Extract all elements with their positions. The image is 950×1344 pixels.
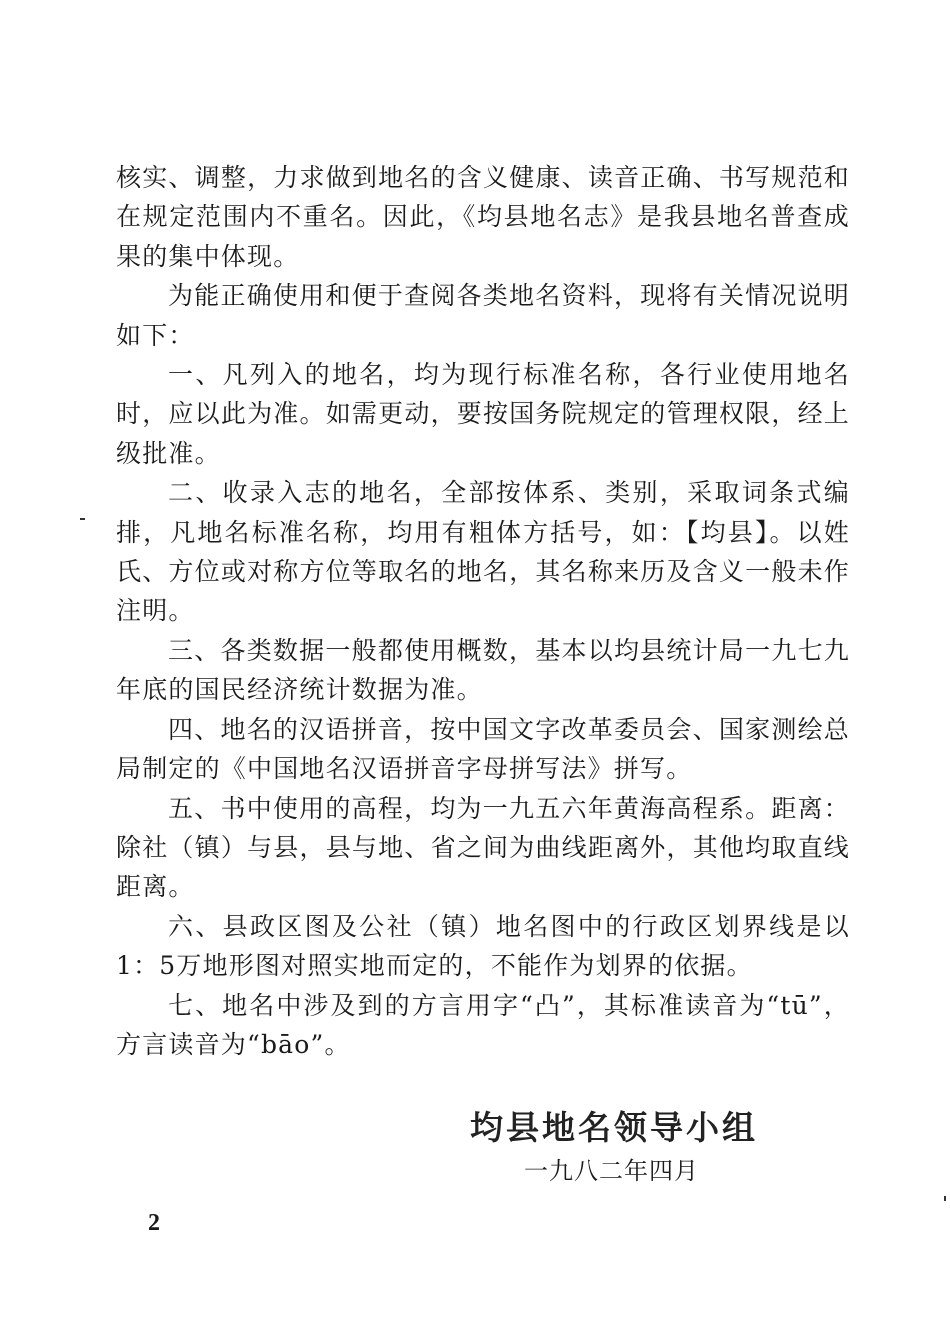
paragraph-item-1: 一、凡列入的地名，均为现行标准名称，各行业使用地名时，应以此为准。如需更动，要按国务院规定的管理权限，经上级批准。 — [116, 360, 850, 468]
paragraph-item-2: 二、收录入志的地名，全部按体系、类别，采取词条式编排，凡地名标准名称，均用有粗体方括号，如：【均县】。以姓氏、方位或对称方位等取名的地名，其名称来历及含义一般未作注明。 — [116, 478, 850, 626]
paragraph-item-7: 七、地名中涉及到的方言用字“凸”，其标准读音为“tū”，方言读音为“bāo”。 — [116, 990, 850, 1059]
paragraph-item-4: 四、地名的汉语拼音，按中国文字改革委员会、国家测绘总局制定的《中国地名汉语拼音字母拼写法》拼写。 — [116, 714, 850, 784]
paragraph-item-3: 三、各类数据一般都使用概数，基本以均县统计局一九七九年底的国民经济统计数据为准。 — [116, 635, 850, 705]
paragraph-continuation: 核实、调整，力求做到地名的含义健康、读音正确、书写规范和在规定范围内不重名。因此，《均县地名志》是我县地名普查成果的集中体现。 — [116, 163, 850, 271]
body-text — [116, 158, 850, 1064]
paragraph-intro: 为能正确使用和便于查阅各类地名资料，现将有关情况说明如下： — [116, 281, 850, 350]
page-number: 2 — [148, 1210, 160, 1236]
signature-date: 一九八二年四月 — [524, 1157, 699, 1185]
paragraph-item-5: 五、书中使用的高程，均为一九五六年黄海高程系。距离：除社（镇）与县，县与地、省之间为曲线距离外，其他均取直线距离。 — [116, 793, 850, 902]
scan-mark-left — [80, 518, 85, 520]
scan-mark-right — [944, 1196, 946, 1201]
signature-organization: 均县地名领导小组 — [470, 1108, 758, 1147]
paragraph-item-6: 六、县政区图及公社（镇）地名图中的行政区划界线是以1：5万地形图对照实地而定的，不能作为划界的依据。 — [116, 911, 850, 981]
